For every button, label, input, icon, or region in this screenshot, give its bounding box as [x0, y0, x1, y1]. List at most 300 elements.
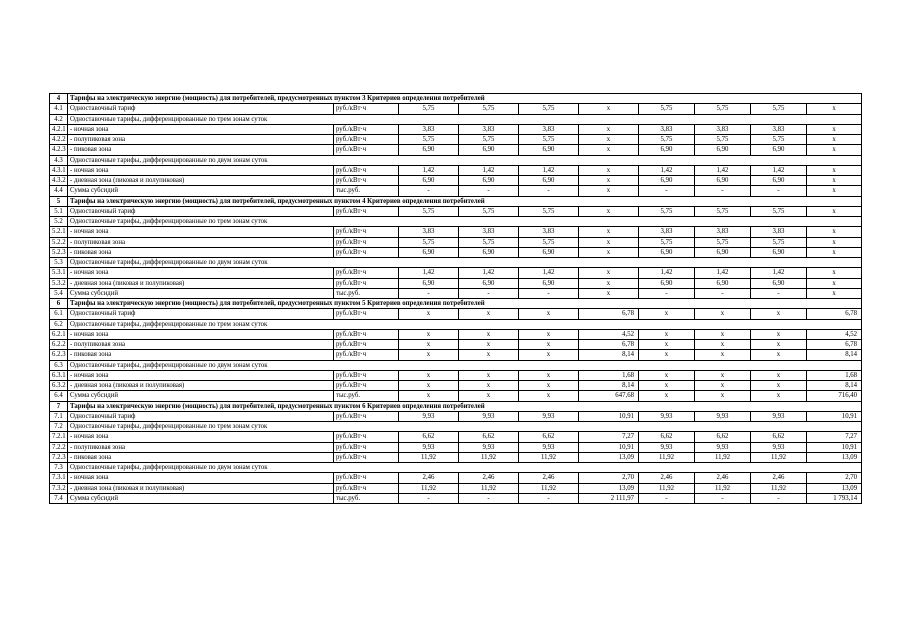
value-cell: 2,70	[579, 473, 639, 483]
value-cell: х	[695, 381, 751, 391]
row-name: - дневная зона (пиковая и полупиковая)	[68, 176, 334, 186]
row-name: - ночная зона	[68, 432, 334, 442]
value-cell: 6,90	[639, 278, 695, 288]
value-cell: 6,62	[459, 432, 519, 442]
value-cell: 5,75	[399, 206, 459, 216]
table-row	[50, 340, 862, 350]
table-row	[50, 350, 862, 360]
section-title: Тарифы на электрическую энергию (мощность) для потребителей, предусмотренных пунктом 5 Критериев определения потребителей	[68, 299, 862, 309]
row-unit: руб./кВт·ч	[334, 411, 399, 421]
value-cell: 11,92	[519, 483, 579, 493]
subsection-row	[50, 217, 862, 227]
value-cell: 3,83	[519, 124, 579, 134]
value-cell: х	[399, 309, 459, 319]
value-cell: -	[695, 493, 751, 503]
value-cell: 5,75	[399, 237, 459, 247]
value-cell: 3,83	[459, 124, 519, 134]
value-cell: 11,92	[639, 452, 695, 462]
value-cell: -	[519, 288, 579, 298]
value-cell: х	[639, 350, 695, 360]
value-cell: 11,92	[459, 483, 519, 493]
value-cell: х	[695, 350, 751, 360]
row-unit: тыс.руб.	[334, 186, 399, 196]
value-cell: 6,90	[695, 278, 751, 288]
value-cell: х	[807, 135, 862, 145]
table-row	[50, 135, 862, 145]
subsection-row	[50, 319, 862, 329]
value-cell: х	[579, 104, 639, 114]
section-title: Тарифы на электрическую энергию (мощность) для потребителей, предусмотренных пунктом 6 Критериев определения потребителей	[68, 401, 862, 411]
value-cell: 10,91	[579, 442, 639, 452]
value-cell: 6,90	[695, 145, 751, 155]
value-cell: -	[695, 288, 751, 298]
value-cell: 5,75	[459, 237, 519, 247]
value-cell: 10,91	[579, 411, 639, 421]
row-unit: руб./кВт·ч	[334, 350, 399, 360]
row-name: - ночная зона	[68, 329, 334, 339]
row-number: 5.3	[50, 258, 68, 268]
value-cell: х	[459, 340, 519, 350]
row-name: - полупиковая зона	[68, 442, 334, 452]
table-row	[50, 268, 862, 278]
value-cell: 11,92	[695, 452, 751, 462]
table-row	[50, 381, 862, 391]
row-name: - ночная зона	[68, 227, 334, 237]
section-row	[50, 299, 862, 309]
row-name: - пиковая зона	[68, 452, 334, 462]
value-cell: 11,92	[751, 483, 807, 493]
value-cell: 6,90	[519, 145, 579, 155]
subsection-title: Одноставочные тарифы, дифференцированные по двум зонам суток	[68, 463, 862, 473]
value-cell: х	[751, 309, 807, 319]
row-number: 7.3	[50, 463, 68, 473]
value-cell: х	[579, 288, 639, 298]
value-cell: 3,83	[519, 227, 579, 237]
value-cell: -	[639, 186, 695, 196]
row-number: 6.3	[50, 360, 68, 370]
value-cell: х	[807, 176, 862, 186]
value-cell: 9,93	[751, 411, 807, 421]
table-row	[50, 186, 862, 196]
value-cell: 10,91	[807, 411, 862, 421]
value-cell: 2,46	[459, 473, 519, 483]
value-cell: х	[459, 350, 519, 360]
value-cell: х	[751, 350, 807, 360]
value-cell: 5,75	[751, 104, 807, 114]
row-number: 4.3.2	[50, 176, 68, 186]
table-row	[50, 227, 862, 237]
value-cell: х	[579, 165, 639, 175]
value-cell: 5,75	[459, 135, 519, 145]
row-unit: руб./кВт·ч	[334, 268, 399, 278]
value-cell: х	[751, 391, 807, 401]
value-cell: 11,92	[519, 452, 579, 462]
value-cell: 1,42	[459, 268, 519, 278]
row-unit: руб./кВт·ч	[334, 165, 399, 175]
table-row	[50, 432, 862, 442]
value-cell: -	[519, 186, 579, 196]
value-cell: 1,68	[807, 370, 862, 380]
value-cell: 6,62	[519, 432, 579, 442]
row-number: 5.2.2	[50, 237, 68, 247]
row-name: - пиковая зона	[68, 247, 334, 257]
value-cell: 9,93	[751, 442, 807, 452]
table-row	[50, 329, 862, 339]
value-cell: -	[751, 288, 807, 298]
value-cell: х	[519, 340, 579, 350]
value-cell: -	[399, 186, 459, 196]
row-unit: руб./кВт·ч	[334, 473, 399, 483]
row-name: Сумма субсидий	[68, 186, 334, 196]
row-number: 4.3.1	[50, 165, 68, 175]
subsection-title: Одноставочные тарифы, дифференцированные по двум зонам суток	[68, 155, 862, 165]
row-number: 7.2.2	[50, 442, 68, 452]
subsection-title: Одноставочные тарифы, дифференцированные по двум зонам суток	[68, 258, 862, 268]
value-cell: 6,90	[459, 145, 519, 155]
value-cell: 11,92	[459, 452, 519, 462]
table-row	[50, 493, 862, 503]
row-name: Сумма субсидий	[68, 391, 334, 401]
row-number: 4.4	[50, 186, 68, 196]
value-cell: 4,52	[807, 329, 862, 339]
row-number: 5	[50, 196, 68, 206]
value-cell: 7,27	[579, 432, 639, 442]
section-row	[50, 94, 862, 104]
value-cell: 3,83	[399, 124, 459, 134]
row-number: 4.1	[50, 104, 68, 114]
value-cell: 1,42	[751, 268, 807, 278]
value-cell: 13,09	[807, 452, 862, 462]
value-cell: 3,83	[639, 227, 695, 237]
value-cell: 11,92	[751, 452, 807, 462]
row-name: - дневная зона (пиковая и полупиковая)	[68, 483, 334, 493]
value-cell: х	[459, 309, 519, 319]
row-unit: руб./кВт·ч	[334, 309, 399, 319]
value-cell: 1 793,14	[807, 493, 862, 503]
value-cell: -	[751, 493, 807, 503]
row-unit: руб./кВт·ч	[334, 104, 399, 114]
row-number: 6.1	[50, 309, 68, 319]
value-cell: х	[519, 370, 579, 380]
value-cell: -	[639, 493, 695, 503]
value-cell: х	[807, 124, 862, 134]
subsection-row	[50, 463, 862, 473]
row-number: 7	[50, 401, 68, 411]
row-number: 5.3.2	[50, 278, 68, 288]
row-name: Одноставочный тариф	[68, 411, 334, 421]
value-cell: х	[807, 278, 862, 288]
row-name: - полупиковая зона	[68, 135, 334, 145]
value-cell: 8,14	[807, 350, 862, 360]
value-cell: х	[399, 329, 459, 339]
value-cell: х	[695, 391, 751, 401]
value-cell: 13,09	[579, 452, 639, 462]
table-row	[50, 288, 862, 298]
table-row	[50, 206, 862, 216]
value-cell: 9,93	[459, 411, 519, 421]
value-cell: 1,42	[639, 268, 695, 278]
value-cell: х	[639, 381, 695, 391]
value-cell: 5,75	[751, 206, 807, 216]
subsection-title: Одноставочные тарифы, дифференцированные по трем зонам суток	[68, 217, 862, 227]
row-number: 5.2.1	[50, 227, 68, 237]
value-cell: х	[459, 381, 519, 391]
row-number: 5.2.3	[50, 247, 68, 257]
table-row	[50, 176, 862, 186]
value-cell: 6,90	[751, 247, 807, 257]
value-cell: 1,68	[579, 370, 639, 380]
value-cell: 1,42	[399, 165, 459, 175]
value-cell: 6,62	[639, 432, 695, 442]
table-row	[50, 370, 862, 380]
value-cell: 5,75	[751, 237, 807, 247]
row-unit: руб./кВт·ч	[334, 432, 399, 442]
value-cell: х	[579, 247, 639, 257]
value-cell: 5,75	[459, 206, 519, 216]
section-title: Тарифы на электрическую энергию (мощность) для потребителей, предусмотренных пунктом 4 Критериев определения потребителей	[68, 196, 862, 206]
value-cell: 6,62	[399, 432, 459, 442]
value-cell: 3,83	[695, 227, 751, 237]
value-cell: 11,92	[695, 483, 751, 493]
value-cell: 9,93	[695, 442, 751, 452]
row-number: 6.3.1	[50, 370, 68, 380]
row-unit: руб./кВт·ч	[334, 227, 399, 237]
value-cell: х	[639, 370, 695, 380]
value-cell: -	[459, 288, 519, 298]
value-cell: х	[399, 370, 459, 380]
value-cell: х	[695, 340, 751, 350]
value-cell: -	[639, 288, 695, 298]
row-name: - пиковая зона	[68, 145, 334, 155]
value-cell: 2,70	[807, 473, 862, 483]
row-number: 7.2.1	[50, 432, 68, 442]
value-cell: 6,90	[695, 176, 751, 186]
value-cell: 6,90	[695, 247, 751, 257]
row-number: 5.4	[50, 288, 68, 298]
value-cell: -	[751, 186, 807, 196]
value-cell: х	[519, 381, 579, 391]
value-cell: -	[695, 186, 751, 196]
value-cell: 2,46	[695, 473, 751, 483]
row-number: 7.3.2	[50, 483, 68, 493]
value-cell: х	[807, 237, 862, 247]
value-cell: -	[459, 186, 519, 196]
row-number: 4.2	[50, 114, 68, 124]
table-row	[50, 237, 862, 247]
row-name: - ночная зона	[68, 124, 334, 134]
value-cell: 10,91	[807, 442, 862, 452]
row-unit: руб./кВт·ч	[334, 381, 399, 391]
row-unit: руб./кВт·ч	[334, 442, 399, 452]
value-cell: 6,78	[807, 340, 862, 350]
value-cell: 6,90	[399, 145, 459, 155]
value-cell: 5,75	[399, 135, 459, 145]
value-cell: 6,90	[459, 247, 519, 257]
row-unit: руб./кВт·ч	[334, 145, 399, 155]
value-cell: 6,90	[519, 176, 579, 186]
value-cell: 9,93	[695, 411, 751, 421]
value-cell: 6,90	[519, 278, 579, 288]
value-cell: 5,75	[695, 237, 751, 247]
value-cell: 6,90	[751, 145, 807, 155]
value-cell: -	[399, 493, 459, 503]
value-cell: 1,42	[459, 165, 519, 175]
row-name: Сумма субсидий	[68, 493, 334, 503]
row-number: 6.4	[50, 391, 68, 401]
value-cell: 3,83	[459, 227, 519, 237]
value-cell: х	[639, 391, 695, 401]
row-number: 4.3	[50, 155, 68, 165]
row-unit: руб./кВт·ч	[334, 329, 399, 339]
row-unit: руб./кВт·ч	[334, 124, 399, 134]
value-cell: 3,83	[751, 124, 807, 134]
row-name: - дневная зона (пиковая и полупиковая)	[68, 278, 334, 288]
value-cell: 1,42	[639, 165, 695, 175]
value-cell: 11,92	[639, 483, 695, 493]
value-cell: 11,92	[399, 452, 459, 462]
row-name: - ночная зона	[68, 473, 334, 483]
value-cell: 3,83	[751, 227, 807, 237]
value-cell: х	[751, 340, 807, 350]
row-number: 6	[50, 299, 68, 309]
value-cell: 1,42	[519, 268, 579, 278]
value-cell: 9,93	[639, 411, 695, 421]
row-number: 5.3.1	[50, 268, 68, 278]
value-cell: 5,75	[751, 135, 807, 145]
row-unit: руб./кВт·ч	[334, 247, 399, 257]
value-cell: 6,90	[639, 145, 695, 155]
value-cell: 5,75	[695, 104, 751, 114]
value-cell: 8,14	[579, 350, 639, 360]
row-name: - ночная зона	[68, 370, 334, 380]
value-cell: х	[807, 186, 862, 196]
table-row	[50, 278, 862, 288]
table-row	[50, 309, 862, 319]
value-cell: 5,75	[695, 135, 751, 145]
value-cell: 6,90	[751, 278, 807, 288]
value-cell: 6,90	[639, 247, 695, 257]
value-cell: х	[807, 206, 862, 216]
value-cell: 5,75	[459, 104, 519, 114]
value-cell: х	[399, 381, 459, 391]
table-row	[50, 104, 862, 114]
table-row	[50, 452, 862, 462]
value-cell: х	[807, 145, 862, 155]
table-row	[50, 124, 862, 134]
value-cell: 6,90	[751, 176, 807, 186]
subsection-row	[50, 155, 862, 165]
value-cell: 13,09	[807, 483, 862, 493]
row-unit: тыс.руб.	[334, 493, 399, 503]
value-cell: 5,75	[639, 237, 695, 247]
value-cell: 5,75	[695, 206, 751, 216]
row-name: Одноставочный тариф	[68, 104, 334, 114]
value-cell: 5,75	[519, 237, 579, 247]
value-cell: 6,78	[807, 309, 862, 319]
row-number: 7.1	[50, 411, 68, 421]
value-cell: 5,75	[519, 135, 579, 145]
value-cell: х	[695, 329, 751, 339]
row-unit: тыс.руб.	[334, 391, 399, 401]
value-cell: 6,62	[751, 432, 807, 442]
section-row	[50, 196, 862, 206]
value-cell: 1,42	[695, 268, 751, 278]
table-row	[50, 473, 862, 483]
value-cell: 5,75	[399, 104, 459, 114]
value-cell: 1,42	[695, 165, 751, 175]
row-unit: руб./кВт·ч	[334, 370, 399, 380]
value-cell: 6,90	[399, 176, 459, 186]
value-cell: х	[807, 104, 862, 114]
table-row	[50, 247, 862, 257]
section-row	[50, 401, 862, 411]
value-cell: х	[579, 135, 639, 145]
tariff-table	[49, 93, 862, 504]
table-row	[50, 165, 862, 175]
row-unit: руб./кВт·ч	[334, 237, 399, 247]
value-cell: 9,93	[399, 442, 459, 452]
value-cell: х	[807, 247, 862, 257]
row-name: - ночная зона	[68, 268, 334, 278]
value-cell: х	[459, 391, 519, 401]
value-cell: 5,75	[639, 135, 695, 145]
value-cell: х	[579, 186, 639, 196]
table-body	[50, 94, 862, 504]
row-number: 7.2.3	[50, 452, 68, 462]
subsection-title: Одноставочные тарифы, дифференцированные по двум зонам суток	[68, 360, 862, 370]
value-cell: 9,93	[399, 411, 459, 421]
value-cell: х	[519, 309, 579, 319]
value-cell: х	[807, 165, 862, 175]
table-row	[50, 145, 862, 155]
value-cell: 4,52	[579, 329, 639, 339]
subsection-row	[50, 422, 862, 432]
value-cell: 3,83	[399, 227, 459, 237]
row-number: 6.2.1	[50, 329, 68, 339]
subsection-row	[50, 360, 862, 370]
value-cell: 6,90	[459, 176, 519, 186]
subsection-title: Одноставочные тарифы, дифференцированные по трем зонам суток	[68, 422, 862, 432]
value-cell: х	[695, 370, 751, 380]
value-cell: 2,46	[751, 473, 807, 483]
value-cell: х	[579, 268, 639, 278]
value-cell: х	[639, 309, 695, 319]
value-cell: 6,90	[399, 247, 459, 257]
value-cell: х	[639, 329, 695, 339]
value-cell: 6,78	[579, 340, 639, 350]
value-cell: 1,42	[751, 165, 807, 175]
row-unit: руб./кВт·ч	[334, 135, 399, 145]
value-cell: х	[579, 278, 639, 288]
value-cell: 716,40	[807, 391, 862, 401]
value-cell: х	[579, 176, 639, 186]
value-cell: х	[519, 350, 579, 360]
value-cell: х	[751, 370, 807, 380]
value-cell: 2,46	[399, 473, 459, 483]
value-cell: -	[519, 493, 579, 503]
value-cell: х	[579, 227, 639, 237]
row-number: 7.3.1	[50, 473, 68, 483]
value-cell: 5,75	[519, 206, 579, 216]
row-name: - дневная зона (пиковая и полупиковая)	[68, 381, 334, 391]
value-cell: -	[399, 288, 459, 298]
table-row	[50, 411, 862, 421]
value-cell: х	[695, 309, 751, 319]
value-cell: 8,14	[807, 381, 862, 391]
row-name: Одноставочный тариф	[68, 206, 334, 216]
value-cell: х	[399, 391, 459, 401]
row-unit: руб./кВт·ч	[334, 340, 399, 350]
